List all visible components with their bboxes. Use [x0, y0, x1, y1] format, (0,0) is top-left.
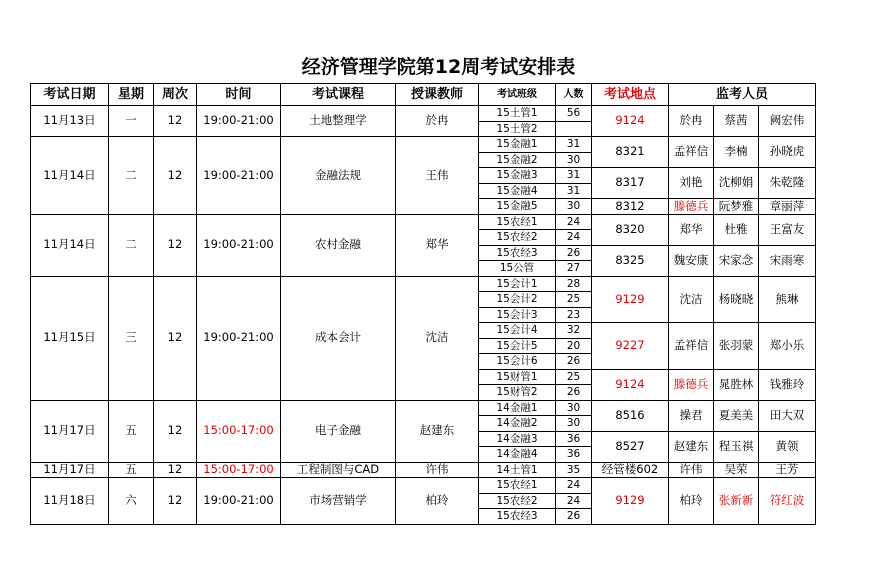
proctor-name: 王富友	[759, 214, 816, 245]
exam-weekday: 二	[109, 214, 154, 276]
exam-student-count: 24	[556, 478, 592, 494]
exam-student-count: 28	[556, 276, 592, 292]
exam-weekday: 一	[109, 106, 154, 137]
exam-location: 8516	[592, 400, 669, 431]
exam-class: 15会计3	[479, 307, 556, 323]
exam-class: 15农经2	[479, 230, 556, 246]
col-header-week: 周次	[154, 84, 197, 106]
exam-time: 15:00-17:00	[197, 462, 281, 478]
exam-location: 8321	[592, 137, 669, 168]
proctor-name: 朱乾隆	[759, 168, 816, 199]
table-row	[31, 214, 816, 230]
exam-teacher: 郑华	[396, 214, 479, 276]
exam-time: 15:00-17:00	[197, 400, 281, 462]
col-header-time: 时间	[197, 84, 281, 106]
exam-date: 11月17日	[31, 462, 109, 478]
exam-student-count: 56	[556, 106, 592, 122]
page-title: 经济管理学院第12周考试安排表	[301, 56, 576, 78]
exam-class: 15财管2	[479, 385, 556, 401]
exam-class: 15金融4	[479, 183, 556, 199]
exam-schedule-table	[30, 83, 816, 525]
exam-weekday: 五	[109, 400, 154, 462]
proctor-name: 宋雨寒	[759, 245, 816, 276]
exam-student-count: 30	[556, 152, 592, 168]
table-row	[31, 276, 816, 292]
exam-student-count: 25	[556, 292, 592, 308]
exam-location: 8317	[592, 168, 669, 199]
table-row	[31, 478, 816, 494]
proctor-name: 沈柳娟	[714, 168, 759, 199]
proctor-name: 孟祥信	[669, 137, 714, 168]
proctor-name: 晁胜林	[714, 369, 759, 400]
exam-student-count: 24	[556, 214, 592, 230]
proctor-name: 阙宏伟	[759, 106, 816, 137]
exam-date: 11月17日	[31, 400, 109, 462]
exam-student-count: 32	[556, 323, 592, 339]
col-header-weekday: 星期	[109, 84, 154, 106]
exam-class: 15农经3	[479, 245, 556, 261]
exam-student-count: 31	[556, 137, 592, 153]
exam-class: 15会计2	[479, 292, 556, 308]
exam-student-count: 24	[556, 493, 592, 509]
exam-teacher: 赵建东	[396, 400, 479, 462]
exam-student-count: 31	[556, 168, 592, 184]
proctor-name: 吴荣	[714, 462, 759, 478]
exam-class: 15农经2	[479, 493, 556, 509]
exam-week: 12	[154, 137, 197, 215]
proctor-name: 杜雅	[714, 214, 759, 245]
proctor-name: 孙晓虎	[759, 137, 816, 168]
exam-class: 14金融1	[479, 400, 556, 416]
exam-student-count: 30	[556, 416, 592, 432]
exam-date: 11月14日	[31, 214, 109, 276]
exam-time: 19:00-21:00	[197, 137, 281, 215]
exam-location: 8325	[592, 245, 669, 276]
exam-student-count: 27	[556, 261, 592, 277]
exam-date: 11月13日	[31, 106, 109, 137]
proctor-name: 郑华	[669, 214, 714, 245]
col-header-count: 人数	[556, 84, 592, 106]
exam-course: 金融法规	[281, 137, 396, 215]
exam-date: 11月14日	[31, 137, 109, 215]
exam-location: 8320	[592, 214, 669, 245]
proctor-name: 钱雅玲	[759, 369, 816, 400]
exam-class: 15土管1	[479, 106, 556, 122]
exam-time: 19:00-21:00	[197, 106, 281, 137]
exam-course: 电子金融	[281, 400, 396, 462]
proctor-name: 熊琳	[759, 276, 816, 323]
col-header-proctors: 监考人员	[669, 84, 816, 106]
proctor-name: 许伟	[669, 462, 714, 478]
exam-student-count: 30	[556, 199, 592, 215]
exam-class: 15公管	[479, 261, 556, 277]
exam-weekday: 三	[109, 276, 154, 400]
exam-student-count: 36	[556, 447, 592, 463]
proctor-name: 滕德兵	[669, 369, 714, 400]
exam-teacher: 王伟	[396, 137, 479, 215]
exam-class: 15会计1	[479, 276, 556, 292]
proctor-name: 杨晓晓	[714, 276, 759, 323]
proctor-name: 孟祥信	[669, 323, 714, 370]
exam-weekday: 六	[109, 478, 154, 525]
exam-location: 9124	[592, 369, 669, 400]
exam-location: 8527	[592, 431, 669, 462]
proctor-name: 张新新	[714, 478, 759, 525]
proctor-name: 柏玲	[669, 478, 714, 525]
proctor-name: 赵建东	[669, 431, 714, 462]
exam-date: 11月18日	[31, 478, 109, 525]
exam-class: 14金融2	[479, 416, 556, 432]
proctor-name: 刘艳	[669, 168, 714, 199]
exam-teacher: 沈洁	[396, 276, 479, 400]
exam-course: 市场营销学	[281, 478, 396, 525]
exam-week: 12	[154, 462, 197, 478]
exam-class: 15农经1	[479, 478, 556, 494]
proctor-name: 符红波	[759, 478, 816, 525]
exam-class: 15农经3	[479, 509, 556, 525]
exam-class: 14金融4	[479, 447, 556, 463]
exam-time: 19:00-21:00	[197, 214, 281, 276]
exam-student-count: 30	[556, 400, 592, 416]
proctor-name: 章丽萍	[759, 199, 816, 215]
proctor-name: 程玉祺	[714, 431, 759, 462]
exam-week: 12	[154, 106, 197, 137]
exam-location: 经管楼602	[592, 462, 669, 478]
exam-class: 15金融1	[479, 137, 556, 153]
exam-student-count: 35	[556, 462, 592, 478]
exam-course: 工程制图与CAD	[281, 462, 396, 478]
exam-student-count: 26	[556, 354, 592, 370]
proctor-name: 夏美美	[714, 400, 759, 431]
col-header-date: 考试日期	[31, 84, 109, 106]
exam-class: 15金融5	[479, 199, 556, 215]
exam-location: 8312	[592, 199, 669, 215]
exam-class: 15金融2	[479, 152, 556, 168]
proctor-name: 黄领	[759, 431, 816, 462]
proctor-name: 李楠	[714, 137, 759, 168]
proctor-name: 於冉	[669, 106, 714, 137]
exam-location: 9124	[592, 106, 669, 137]
proctor-name: 宋家念	[714, 245, 759, 276]
exam-class: 15财管1	[479, 369, 556, 385]
exam-week: 12	[154, 478, 197, 525]
exam-weekday: 五	[109, 462, 154, 478]
exam-class: 14金融3	[479, 431, 556, 447]
exam-class: 15农经1	[479, 214, 556, 230]
exam-course: 土地整理学	[281, 106, 396, 137]
exam-location: 9129	[592, 276, 669, 323]
table-row	[31, 400, 816, 416]
exam-week: 12	[154, 214, 197, 276]
col-header-class: 考试班级	[479, 84, 556, 106]
exam-student-count: 23	[556, 307, 592, 323]
exam-location: 9129	[592, 478, 669, 525]
exam-time: 19:00-21:00	[197, 276, 281, 400]
exam-class: 15会计4	[479, 323, 556, 339]
proctor-name: 田大双	[759, 400, 816, 431]
exam-student-count: 26	[556, 385, 592, 401]
proctor-name: 阮梦雅	[714, 199, 759, 215]
exam-student-count	[556, 121, 592, 137]
exam-weekday: 二	[109, 137, 154, 215]
exam-week: 12	[154, 276, 197, 400]
exam-teacher: 於冉	[396, 106, 479, 137]
exam-student-count: 25	[556, 369, 592, 385]
proctor-name: 操君	[669, 400, 714, 431]
exam-student-count: 20	[556, 338, 592, 354]
exam-class: 15会计5	[479, 338, 556, 354]
exam-time: 19:00-21:00	[197, 478, 281, 525]
exam-student-count: 31	[556, 183, 592, 199]
exam-student-count: 24	[556, 230, 592, 246]
exam-class: 14土管1	[479, 462, 556, 478]
exam-date: 11月15日	[31, 276, 109, 400]
col-header-location: 考试地点	[592, 84, 669, 106]
proctor-name: 滕德兵	[669, 199, 714, 215]
col-header-course: 考试课程	[281, 84, 396, 106]
header-row	[31, 84, 816, 106]
table-row	[31, 137, 816, 153]
exam-student-count: 36	[556, 431, 592, 447]
exam-teacher: 许伟	[396, 462, 479, 478]
proctor-name: 魏安康	[669, 245, 714, 276]
exam-class: 15土管2	[479, 121, 556, 137]
table-row	[31, 462, 816, 478]
proctor-name: 郑小乐	[759, 323, 816, 370]
col-header-teacher: 授课教师	[396, 84, 479, 106]
proctor-name: 沈洁	[669, 276, 714, 323]
exam-class: 15会计6	[479, 354, 556, 370]
exam-location: 9227	[592, 323, 669, 370]
exam-course: 成本会计	[281, 276, 396, 400]
table-row	[31, 106, 816, 122]
proctor-name: 蔡茜	[714, 106, 759, 137]
exam-class: 15金融3	[479, 168, 556, 184]
proctor-name: 王芳	[759, 462, 816, 478]
exam-week: 12	[154, 400, 197, 462]
exam-student-count: 26	[556, 509, 592, 525]
exam-student-count: 26	[556, 245, 592, 261]
exam-course: 农村金融	[281, 214, 396, 276]
proctor-name: 张羽蒙	[714, 323, 759, 370]
exam-teacher: 柏玲	[396, 478, 479, 525]
